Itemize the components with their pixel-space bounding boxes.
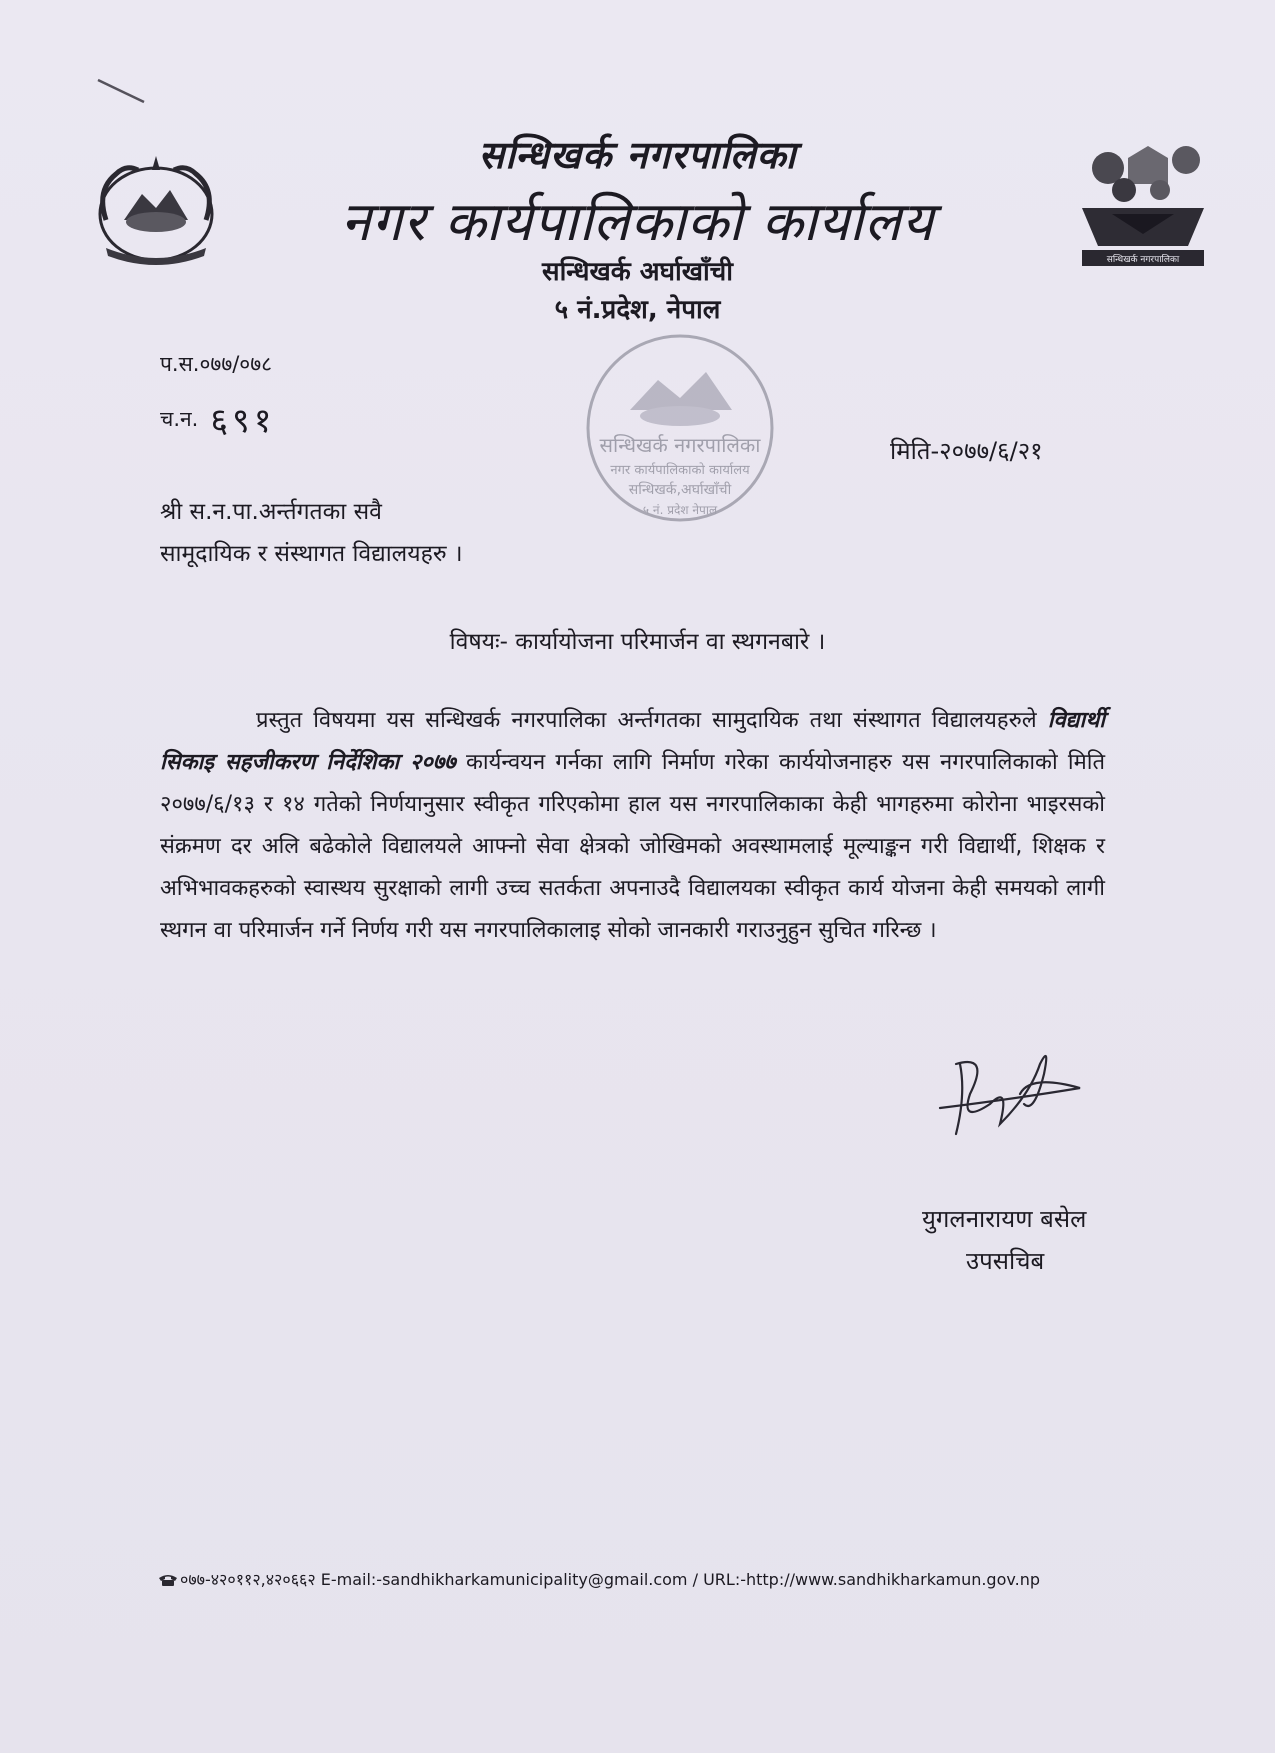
seal-line-4: ५ नं. प्रदेश नेपाल	[642, 503, 718, 517]
letter-date: मिति-२०७७/६/२१	[890, 437, 1043, 465]
address-line-1: सन्धिखर्क अर्घाखाँची	[542, 257, 733, 287]
municipality-logo-text: सन्धिखर्क नगरपालिका	[1106, 255, 1180, 265]
office-seal	[560, 320, 800, 540]
subject-line: विषयः- कार्यायोजना परिमार्जन वा स्थगनबारे ।	[449, 629, 826, 655]
address-line-2: ५ नं.प्रदेश, नेपाल	[554, 295, 721, 325]
office-name: नगर कार्यपालिकाको कार्यालय	[340, 190, 935, 253]
dispatch-number-handwritten: ६९१	[210, 401, 276, 441]
recipient-line-2: सामूदायिक र संस्थागत विद्यालयहरु ।	[160, 541, 463, 567]
letter-body	[160, 700, 1105, 952]
body-text-part-1: प्रस्तुत विषयमा यस सन्धिखर्क नगरपालिका अर्न्तगतका सामुदायिक तथा संस्थागत विद्यालयहरुले	[256, 708, 1048, 733]
seal-line-3: सन्धिखर्क,अर्घाखाँची	[628, 482, 732, 498]
fiscal-year-ref: प.स.०७७/०७८	[160, 352, 273, 376]
dispatch-number	[160, 390, 276, 441]
footer-contact-text: ०७७-४२०११२,४२०६६२ E-mail:-sandhikharkamunicipality@gmail.com / URL:-http://www.sandhikharkamun.gov.np	[180, 1570, 1040, 1589]
body-text-guideline-title: विद्यार्थी सिकाइ सहजीकरण निर्देशिका २०७७	[160, 708, 1105, 775]
municipality-name: सन्धिखर्क नगरपालिका	[478, 133, 797, 177]
body-text-part-2: कार्यन्वयन गर्नका लागि निर्माण गरेका कार्ययोजनाहरु यस नगरपालिकाको मिति २०७७/६/१३ र १४ गतेको निर्णयानुसार स्वीकृत गरिएकोमा हाल यस नगरपालिकाका केही भागहरुमा कोरोना भाइरसको संक्रमण दर अलि बढेकोले विद्यालयले आफ्नो सेवा क्षेत्रको जोखिमको अवस्थामलाई मूल्याङ्कन गरी विद्यार्थी, शिक्षक र अभिभावकहरुको स्वास्थय सुरक्षाको लागी उच्च सतर्कता अपनाउदै विद्यालयका स्वीकृत कार्य योजना केही समयको लागी स्थगन वा परिमार्जन गर्ने निर्णय गरी यस नगरपालिकालाइ सोको जानकारी गराउनुहुन सुचित गरिन्छ ।	[160, 750, 1105, 943]
dispatch-label: च.न.	[160, 407, 199, 431]
handwritten-signature	[930, 1024, 1100, 1152]
recipient-line-1: श्री स.न.पा.अर्न्तगतका सवै	[160, 499, 382, 525]
telephone-icon	[158, 1573, 178, 1587]
signatory-title: उपसचिब	[966, 1247, 1045, 1275]
seal-line-2: नगर कार्यपालिकाको कार्यालय	[610, 463, 750, 478]
pen-mark	[96, 78, 148, 106]
signatory-name: युगलनारायण बसेल	[922, 1205, 1087, 1233]
seal-line-1: सन्धिखर्क नगरपालिका	[599, 433, 761, 457]
footer-contact	[158, 1568, 1040, 1590]
